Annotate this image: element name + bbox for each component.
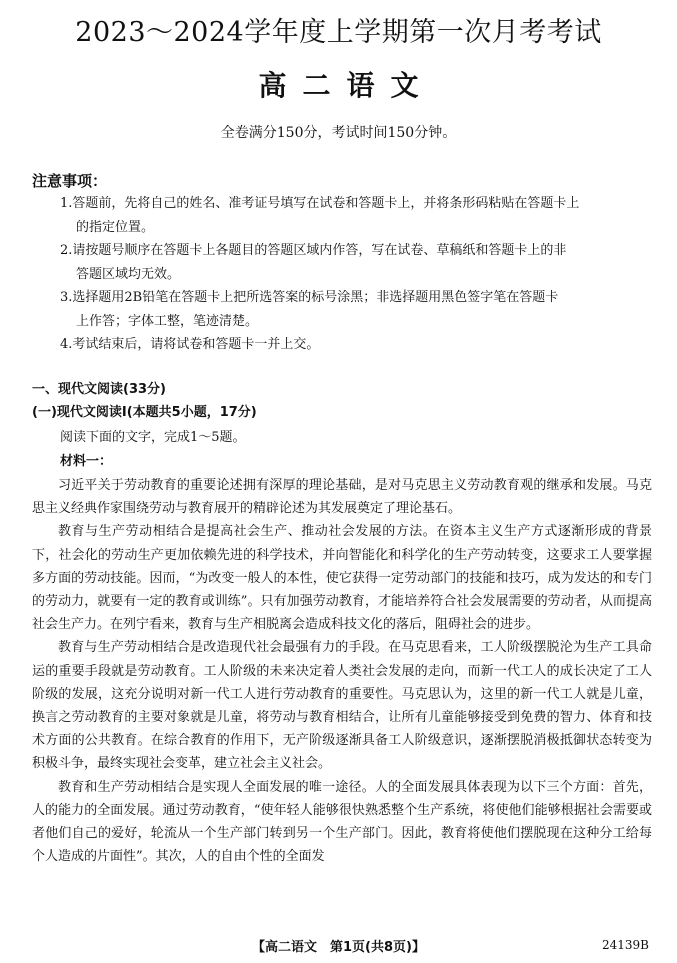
notice-heading: 注意事项： — [32, 172, 108, 190]
reading-passage — [32, 474, 652, 868]
reading-instruction: 阅读下面的文字，完成1～5题。 — [60, 430, 246, 445]
notice-item — [60, 333, 652, 357]
passage-paragraph: 教育与生产劳动相结合是提高社会生产、推动社会发展的方法。在资本主义生产方式逐渐形成的背景下，社会化的劳动生产更加依赖先进的科学技术，并向智能化和科学化的生产劳动转变，这要求工人要掌握多方面的劳动技能。因而，“为改变一般人的本性，使它获得一定劳动部门的技能和技巧，成为发达的和专门的劳动力，就要有一定的教育或训练”。只有加强劳动教育，才能培养符合社会发展需要的劳动者，从而提高社会生产力。在列宁看来，教育与生产相脱离会造成科技文化的落后，阻碍社会的进步。 — [32, 524, 652, 633]
section-sub-heading: (一)现代文阅读Ⅰ(本题共5小题，17分) — [32, 405, 257, 420]
notice-item-line: 1.答题前，先将自己的姓名、准考证号填写在试卷和答题卡上，并将条形码粘贴在答题卡上 — [60, 196, 580, 211]
notice-item-line: 4.考试结束后，请将试卷和答题卡一并上交。 — [60, 337, 320, 352]
passage-paragraph: 习近平关于劳动教育的重要论述拥有深厚的理论基础，是对马克思主义劳动教育观的继承和发展。马克思主义经典作家围绕劳动与教育展开的精辟论述为其发展奠定了理论基石。 — [32, 478, 652, 517]
notice-item — [60, 239, 652, 286]
material-label: 材料一： — [60, 454, 113, 469]
notice-list — [60, 192, 652, 357]
exam-info: 全卷满分150分，考试时间150分钟。 — [220, 125, 457, 141]
notice-item — [60, 286, 652, 333]
notice-item-line: 上作答；字体工整，笔迹清楚。 — [76, 313, 259, 329]
section-part-heading: 一、现代文阅读(33分) — [32, 382, 166, 397]
notice-item-line: 2.请按题号顺序在答题卡上各题目的答题区域内作答，写在试卷、草稿纸和答题卡上的非 — [60, 243, 567, 258]
notice-item-line: 答题区域均无效。 — [76, 266, 181, 282]
notice-item-line: 的指定位置。 — [76, 219, 155, 235]
passage-paragraph: 教育与生产劳动相结合是改造现代社会最强有力的手段。在马克思看来，工人阶级摆脱沦为生产工具命运的重要手段就是劳动教育。工人阶级的未来决定着人类社会发展的走向，而新一代工人的成长决定了工人阶级的发展，这充分说明对新一代工人进行劳动教育的重要性。马克思认为，这里的新一代工人就是儿童，换言之劳动教育的主要对象就是儿童，将劳动与教育相结合，让所有儿童能够接受到免费的智力、体育和技术方面的公共教育。在综合教育的作用下，无产阶级逐渐具备工人阶级意识，逐渐摆脱消极抵御状态转变为积极斗争，最终实现社会变革，建立社会主义社会。 — [32, 640, 652, 772]
passage-paragraph: 教育和生产劳动相结合是实现人全面发展的唯一途径。人的全面发展具体表现为以下三个方面：首先，人的能力的全面发展。通过劳动教育，“使年轻人能够很快熟悉整个生产系统，将使他们能够根据社会需要或者他们自己的爱好，轮流从一个生产部门转到另一个生产部门。因此，教育将使他们摆脱现在这种分工给每个人造成的片面性”。其次，人的自由个性的全面发 — [32, 779, 652, 865]
exam-code: 24139B — [602, 938, 649, 952]
notice-item-line: 3.选择题用2B铅笔在答题卡上把所选答案的标号涂黑；非选择题用黑色签字笔在答题卡 — [60, 290, 559, 305]
notice-item — [60, 192, 652, 239]
exam-title: 2023～2024学年度上学期第一次月考考试 — [75, 17, 602, 48]
page-footer: 【高二语文 第1页(共8页)】 — [252, 940, 425, 955]
subject-title: 高二语文 — [258, 69, 435, 102]
